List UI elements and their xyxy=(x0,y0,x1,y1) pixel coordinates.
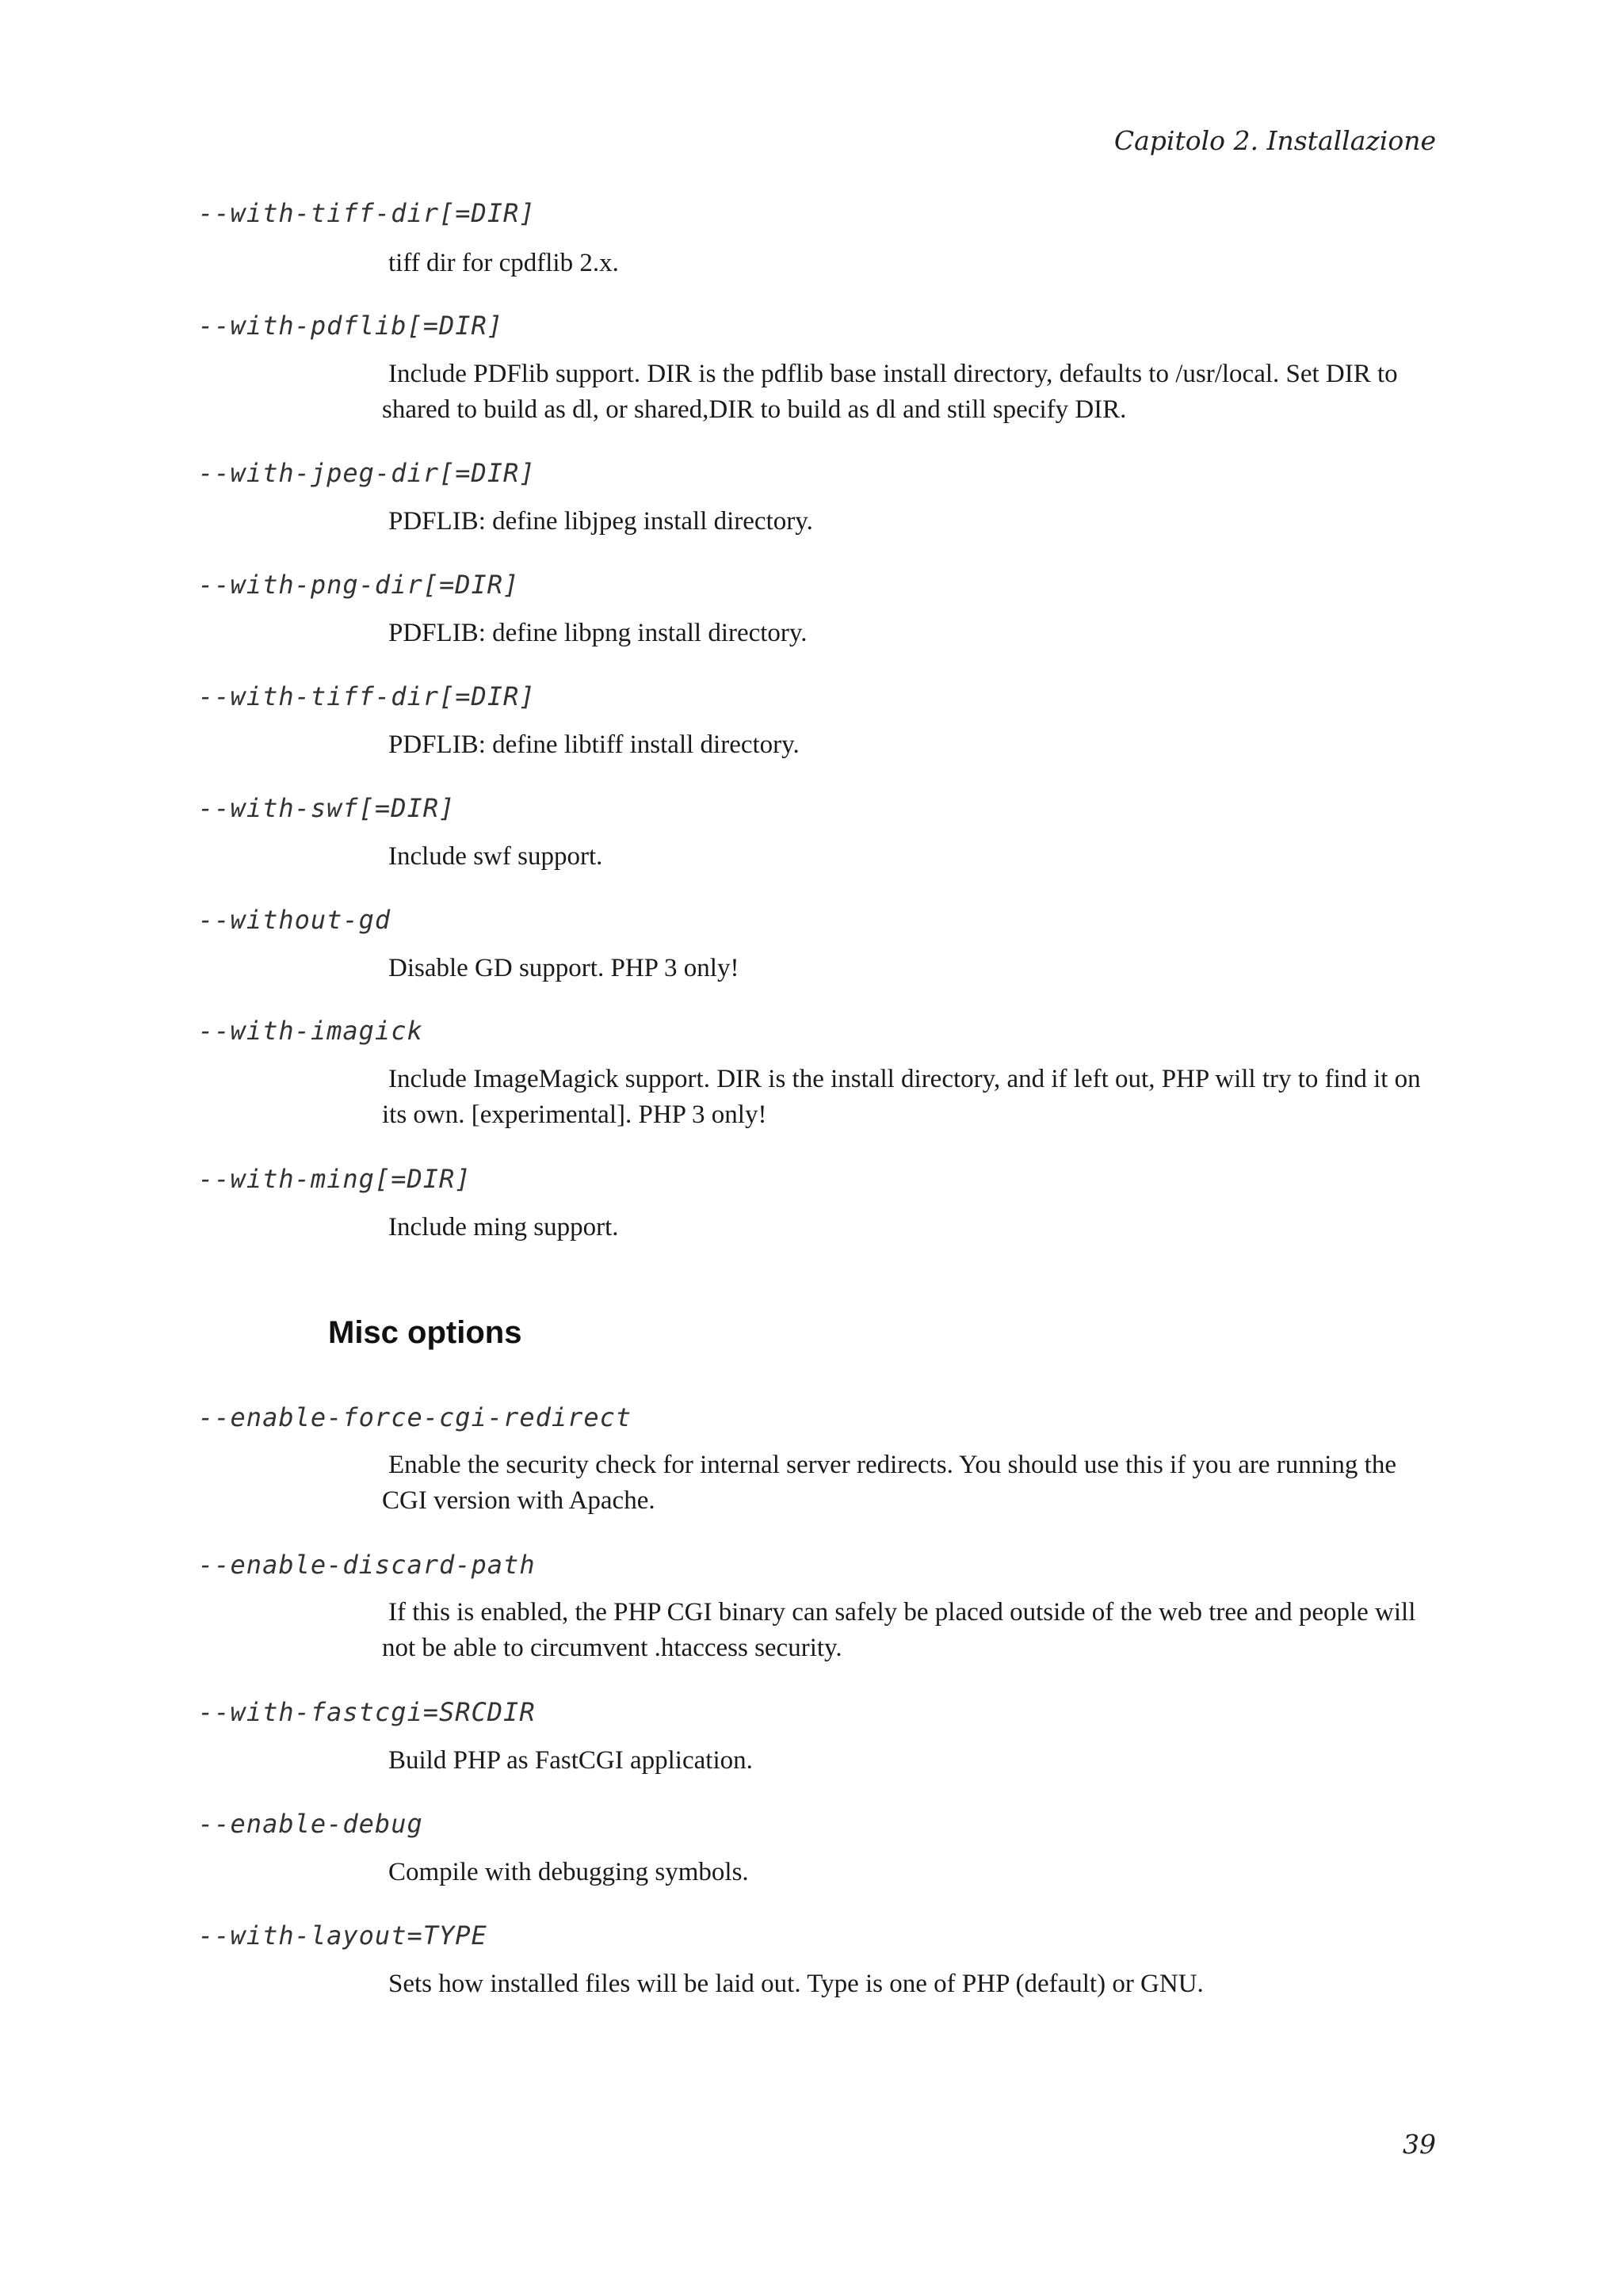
option-term: --with-jpeg-dir[=DIR] xyxy=(198,458,536,488)
option-description: Build PHP as FastCGI application. xyxy=(388,1746,753,1775)
option-description: PDFLIB: define libjpeg install directory. xyxy=(388,507,813,536)
option-term: --with-swf[=DIR] xyxy=(198,793,456,823)
page-number: 39 xyxy=(1403,2129,1436,2160)
option-description: Compile with debugging symbols. xyxy=(388,1858,749,1886)
option-term: --enable-discard-path xyxy=(198,1550,536,1580)
option-term: --with-tiff-dir[=DIR] xyxy=(198,198,536,228)
option-description: Disable GD support. PHP 3 only! xyxy=(388,954,739,982)
option-term: --with-layout=TYPE xyxy=(198,1920,487,1951)
option-description: tiff dir for cpdflib 2.x. xyxy=(388,249,619,277)
option-term: --with-imagick xyxy=(198,1016,423,1046)
option-term: --enable-force-cgi-redirect xyxy=(198,1402,632,1432)
option-description: Include ming support. xyxy=(388,1213,619,1241)
running-header: Capitolo 2. Installazione xyxy=(1113,125,1436,156)
option-description: PDFLIB: define libtiff install directory. xyxy=(388,730,800,759)
option-description: Include swf support. xyxy=(388,842,603,871)
section-heading: Misc options xyxy=(328,1315,522,1350)
option-term: --with-ming[=DIR] xyxy=(198,1164,472,1194)
option-description: Enable the security check for internal server redirects. You should use this if you are running the CGI version with Apache. xyxy=(382,1451,1396,1515)
option-term: --with-pdflib[=DIR] xyxy=(198,311,504,341)
option-term: --with-tiff-dir[=DIR] xyxy=(198,681,536,711)
option-description: Include ImageMagick support. DIR is the install directory, and if left out, PHP will try to find it on its own. [experimental]. PHP 3 only! xyxy=(382,1065,1421,1129)
option-description: PDFLIB: define libpng install directory. xyxy=(388,619,808,647)
option-term: --with-png-dir[=DIR] xyxy=(198,570,520,600)
option-term: --without-gd xyxy=(198,905,391,935)
option-term: --with-fastcgi=SRCDIR xyxy=(198,1697,536,1727)
option-description: Sets how installed files will be laid out. Type is one of PHP (default) or GNU. xyxy=(388,1970,1204,1998)
option-description: If this is enabled, the PHP CGI binary can safely be placed outside of the web tree and people will not be able to circumvent .htaccess security. xyxy=(382,1598,1416,1662)
option-term: --enable-debug xyxy=(198,1809,423,1839)
option-description: Include PDFlib support. DIR is the pdflib base install directory, defaults to /usr/local. Set DIR to shared to build as dl, or shared,DIR to build as dl and still specify DIR. xyxy=(382,360,1398,424)
